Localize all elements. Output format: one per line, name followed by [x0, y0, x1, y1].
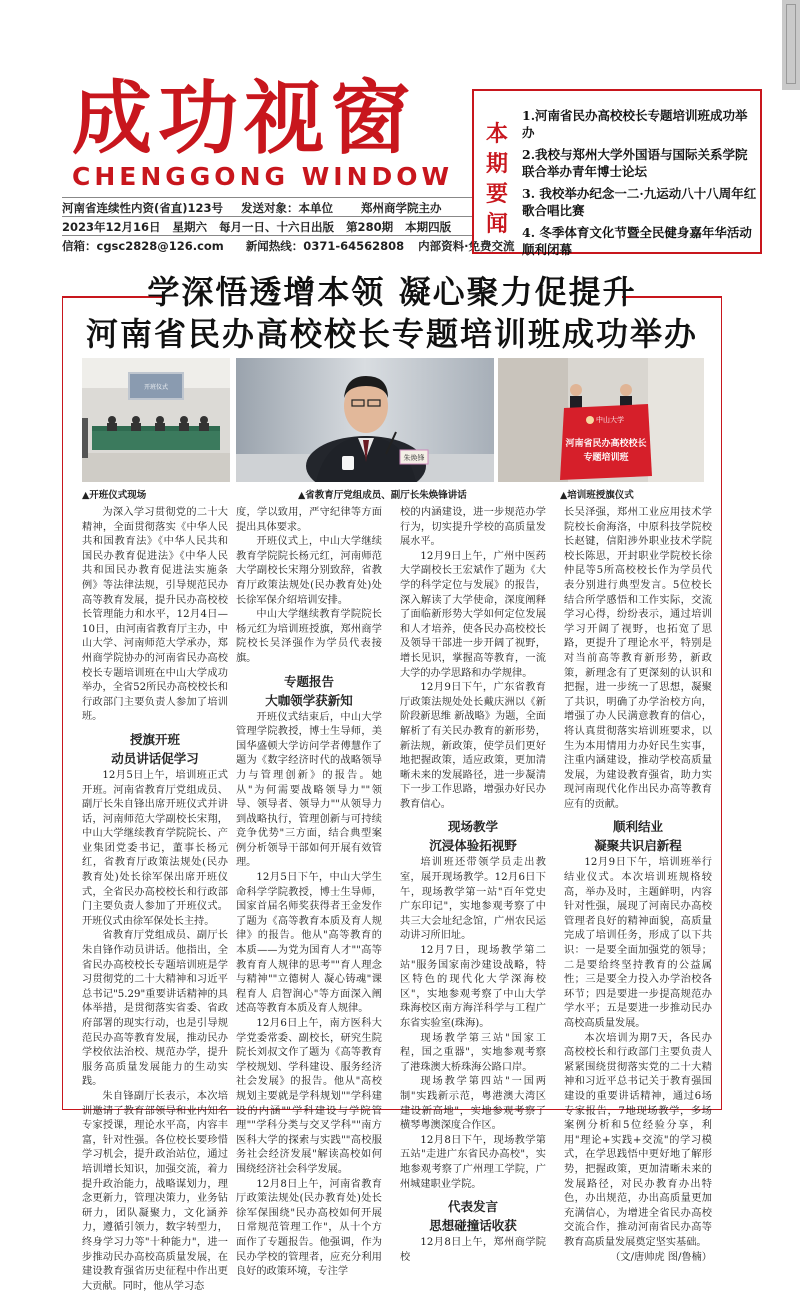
article-headline	[62, 272, 722, 356]
paragraph: 12月9日下午，广东省教育厅政策法规处处长戴庆洲以《新阶段新思维 新战略》为题，全面解析了有关民办教育的新形势，新法规，新政策，使学员们更好地把握政策，适应政策，更加清晰未来的发展路径，进一步凝清下一步工作思路，增强办好民办教育信心。	[400, 682, 546, 810]
publisher-info: 郑州商学院主办	[361, 201, 442, 215]
masthead-pinyin: CHENGGONG WINDOW	[72, 162, 454, 191]
issue-number: 第280期	[346, 220, 394, 234]
paragraph: 长吴泽强，郑州工业应用技术学院校长俞海洛，中原科技学院校长赵键，信阳涉外职业技术学院校长陈思，开封职业学院校长徐仲昆等5所高校校长作为学员代表分别进行典型发言。5位校长结合所学感悟和工作实际，交流学习心得，纷纷表示，通过培训学习开阔了视野，也拓宽了思路，更提升了理论水平，特别是对当前高等教育新形势，新政策，新理念有了更深刻的认识和把握，进一步统一了思想，凝聚了共识，明确了办学治校方向，增强了办人民满意教育的信心，将认真贯彻落实培训班要求，以生为本用情用力办好民生实事，注重内涵建设，推动学校高质量发展，为建设教育强省，助力实现河南现代化作出民办高等教育应有的贡献。	[564, 507, 712, 810]
flag-text-line-2: 专题培训班	[583, 453, 629, 463]
photo-caption-3: ▲培训班授旗仪式	[560, 490, 634, 501]
article-column-1	[82, 506, 228, 1294]
headline-line-2: 河南省民办高校校长专题培训班成功举办	[85, 315, 698, 353]
article-credit: （文/唐帅虎 图/鲁楠）	[610, 1251, 712, 1263]
subheading: 专题报告	[283, 673, 334, 689]
paragraph: 现场教学第四站"一国两制"实践新示范，粤港澳大湾区建设新高地"，实地参观考察了横琴粤澳深度合作区。	[400, 1076, 546, 1132]
subheading: 授旗开班	[129, 731, 180, 747]
article-column-3	[400, 506, 546, 1265]
paragraph: 12月8日下午，现场教学第五站"走进广东省民办高校"，实地参观考察了广州理工学院，广州城建职业学院。	[400, 1134, 546, 1190]
headline-item[interactable]: 4. 冬季体育文化节暨全民健身嘉年华活动顺利闭幕	[522, 225, 752, 257]
paragraph: 12月8日上午，河南省教育厅政策法规处(民办教育处)处长徐军保围绕"民办高校如何开展日常规范管理工作"，从十个方面作了专题报告。他强调，作为民办学校的管理者，应充分利用良好的政策环境，专注学	[236, 1178, 382, 1278]
flag-text-line-1: 河南省民办高校校长	[565, 439, 647, 449]
headlines-list	[522, 107, 758, 263]
paragraph: 本次培训为期7天，各民办高校校长和行政部门主要负责人紧紧围绕贯彻落实党的二十大精神和习近平总书记关于教育强国建设的重要讲话精神，通过6场专家报告，7地现场教学，多场案例分析和5位经验分享，利用"理论+实践+交流"的学习模式，在学思践悟中更好地了解形势，把握政策，更加清晰未来的发展路径，对民办教育办出特色，办出规范，办出高质量更加充满信心，为增进全省民办高校交流合作，推动河南省民办高等教育高质量发展奠定坚实基础。	[564, 1032, 712, 1248]
distribution-note: 内部资料·免费交流	[418, 239, 515, 253]
paragraph: 朱自锋副厅长表示，本次培训邀请了教育部领导和业内知名专家授课，理论水平高，内容丰富，针对性强。各位校长要珍惜学习机会，提升政治站位，通过培训增长知识，加强交流，着力提升政治能力，战略谋划力，理念更新力，管理决策力，业务钻研力，团队凝聚力，文化涵养力，遵循引领力，数字转型力，终身学习力等"十种能力"，进一步推动民办高校高质量发展，在建设教育强省历史征程中作出更大贡献。同时，他从学习态	[82, 1090, 228, 1292]
photo-opening-ceremony	[82, 358, 230, 482]
subheading: 动员讲话促学习	[111, 750, 199, 766]
paragraph: 12月9日下午，培训班举行结业仪式。本次培训班规格较高，举办及时，主题鲜明，内容针对性强，展现了河南民办高校管理者良好的精神面貌，高质量完成了培训任务，形成了以下共识：一是要全面加强党的领导；二是要给终坚持教育的公益属性；三是要全力投入办学治校各环节；四是要进一步提高规范办学水平；五是要进一步推动民办高校高质量发展。	[564, 857, 712, 1029]
nameplate-text: 朱焕锋	[403, 454, 425, 462]
paragraph: 培训班还带领学员走出教室，展开现场教学。12月6日下午，现场教学第一站"百年党史 广东印记"，实地参观考察了中共三大会址纪念馆，广州农民运动讲习所旧址。	[400, 857, 546, 942]
article-column-2	[236, 506, 382, 1280]
page-corner-decoration	[782, 0, 800, 90]
paragraph: 现场教学第三站"国家工程，国之重器"，实地参观考察了港珠澳大桥珠海公路口岸。	[400, 1032, 546, 1073]
photo-flag-ceremony	[498, 358, 704, 482]
photo-caption-1: ▲开班仪式现场	[82, 490, 147, 501]
issue-info-line-1	[62, 200, 472, 216]
subheading: 代表发言	[447, 1199, 498, 1215]
subheading: 大咖领学获新知	[265, 692, 353, 708]
paragraph: 开班仪式上，中山大学继续教育学院院长杨元红，河南师范大学副校长宋翔分别致辞，省教育厅政策法规处(民办教育处)处长徐军保介绍培训安排。	[236, 536, 382, 606]
contact-email: 信箱：cgsc2828@126.com	[62, 239, 224, 253]
headline-item[interactable]: 2.我校与郑州大学外国语与国际关系学院联合举办青年博士论坛	[522, 147, 748, 179]
subheading: 凝聚共识启新程	[594, 838, 682, 854]
paragraph: 12月5日上午，培训班正式开班。河南省教育厅党组成员、副厅长朱自锋出席开班仪式并讲话，河南师范大学副校长宋翔，中山大学继续教育学院院长、产业集团党委书记，董事长杨元红，省教育厅政策法规处(民办教育处)处长徐军保出席开班仪式，全省民办高校校长和行政部门主要负责人参加了开班仪式。开班仪式由徐军保处长主持。	[82, 769, 228, 927]
paragraph: 12月5日下午，中山大学生命科学学院教授，博士生导师，国家首届名师奖获得者王金发作了题为《高等教育本质及育人规律》的报告。他从"高等教育的本质——为党为国育人才""高等教育育人规律的思考""育人理念与精神""立德树人 凝心铸魂"课程育人 启智润心"等方面深入阐述高等教育本质及育人规律。	[236, 872, 382, 1015]
article-column-4	[564, 506, 712, 1265]
registration-number: 河南省连续性内资(省直)123号	[62, 201, 224, 215]
issue-info-line-2	[62, 219, 472, 235]
masthead-rule-3	[62, 235, 472, 236]
masthead-rule-1	[62, 197, 472, 198]
headline-line-1: 学深悟透增本领 凝心聚力促提升	[147, 273, 637, 311]
recipient-info: 发送对象：本单位	[241, 201, 334, 215]
screen-text: 开班仪式	[143, 384, 169, 391]
photo-speaker	[236, 358, 494, 482]
headlines-label: 本期要闻	[486, 121, 509, 237]
issue-info-line-3	[62, 238, 515, 254]
paragraph: 开班仪式结束后，中山大学管理学院教授，博士生导师，美国华盛顿大学访问学者傅慧作了题为《数字经济时代的战略领导力与管理创新》的报告。她从"为何需要战略领导力""领导、领导者、领导力""从领导力到战略执行，管理创新与可持续竞争优势"三方面，结合典型案例分析领导干部如何开展有效管理。	[236, 711, 382, 869]
news-hotline: 新闻热线：0371-64562808	[245, 239, 405, 253]
issue-weekday: 星期六	[172, 220, 208, 234]
subheading: 顺利结业	[612, 819, 663, 835]
issue-date: 2023年12月16日	[62, 220, 161, 234]
headline-item[interactable]: 3. 我校举办纪念一二·九运动八十八周年红歌合唱比赛	[522, 186, 757, 218]
subheading: 思想碰撞话收获	[429, 1218, 517, 1234]
paragraph: 12月6日上午，南方医科大学党委常委、副校长，研究生院院长刘叔文作了题为《高等教育学校规划、学科建设、服务经济社会发展》的报告。他从"高校规划主要就是学科规划""学科建设的内涵""学科建设与学院管理""学科分类与交叉学科""南方医科大学的探索与实践""高校服务社会经济发展"解读高校如何围绕经济社会科学发展。	[236, 1018, 382, 1175]
paragraph: 中山大学继续教育学院院长杨元红为培训班授旗，郑州商学院校长吴泽强作为学员代表接旗。	[236, 609, 382, 664]
subheading: 沉浸体验拓视野	[429, 838, 517, 854]
masthead-title: 成功视窗	[72, 71, 416, 165]
masthead-rule-2	[62, 216, 472, 217]
paragraph: 为深入学习贯彻党的二十大精神，全面贯彻落实《中华人民共和国教育法》《中华人民共和国民办教育促进法》《中华人民共和国民办教育促进法实施条例》等法律法规，引导规范民办高等教育发展，提升民办高校校长管理能力和水平，12月4日—10日，由河南省教育厅主办，中山大学、河南师范大学承办，郑州商学院协办的河南省民办高校校长专题培训班在中山大学成功举办，全省52所民办高校校长和行政部门主要负责人参加了培训班。	[82, 507, 228, 723]
issue-schedule: 每月一日、十六日出版	[219, 220, 335, 234]
photo-caption-2: ▲省教育厅党组成员、副厅长朱焕锋讲话	[298, 490, 467, 501]
paragraph: 12月7日，现场教学第二站"服务国家南沙建设战略，特区特色的现代化大学深海校区"，实地参观考察了中山大学珠海校区南方海洋科学与工程广东省实验室(珠海)。	[400, 945, 546, 1029]
paragraph: 省教育厅党组成员、副厅长朱自锋作动员讲话。他指出，全省民办高校校长专题培训班是学习贯彻党的二十大精神和习近平总书记"5.29"重要讲话精神的具体举措，是贯彻落实省委、省政府部署的现实行动，也是引导规范民办高等教育发展，推动民办学校依法治校、规范办学，提升服务高质量发展能力的生动实践。	[82, 930, 228, 1088]
headlines-box	[472, 89, 762, 257]
headline-item[interactable]: 1.河南省民办高校校长专题培训班成功举办	[522, 108, 748, 140]
paragraph: 度，学以致用，严守纪律等方面提出具体要求。	[236, 507, 382, 533]
paragraph: 12月8日上午，郑州商学院校	[400, 1237, 546, 1263]
subheading: 现场教学	[447, 819, 498, 835]
paragraph: 12月9日上午，广州中医药大学副校长王宏斌作了题为《大学的科学定位与发展》的报告，深入解读了大学使命，深度阐释了面临新形势大学如何定位发展和人才培养，使各民办高校校长及领导干部进一步开阔了视野，增长见识，掌握高等教育，一流大学的办学思路和办学规律。	[400, 550, 546, 679]
paragraph: 校的内涵建设，进一步规范办学行为，切实提升学校的高质量发展水平。	[400, 507, 546, 548]
masthead	[72, 71, 472, 191]
flag-university-logo: 中山大学	[596, 416, 624, 424]
page-count: 本期四版	[405, 220, 452, 234]
